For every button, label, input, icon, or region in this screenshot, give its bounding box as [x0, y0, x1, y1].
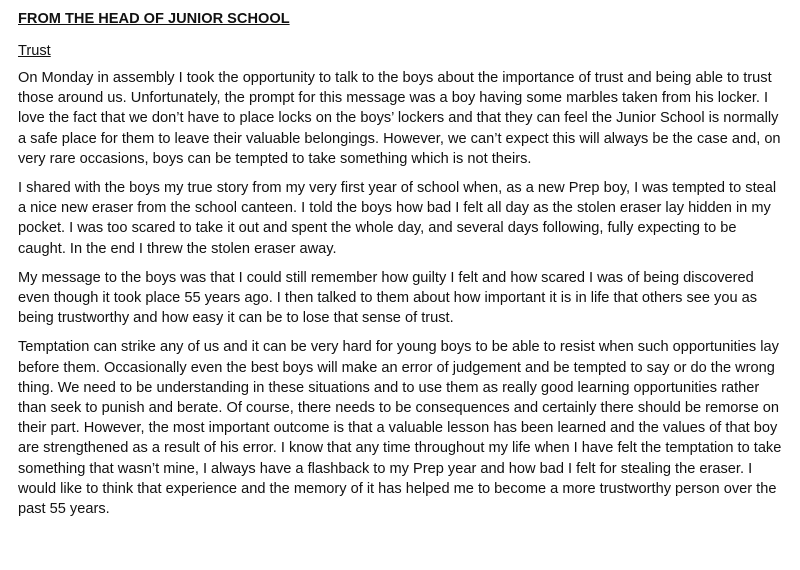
document	[18, 10, 788, 528]
paragraph-4: Temptation can strike any of us and it can be very hard for young boys to be able to resist when such opportunities lay before them. Occasionally even the best boys will make an error of judgement and be tempted to say or do the wrong thing. We need to be understanding in these situations and to use them as really good learning opportunities rather than seek to punish and berate. Of course, there needs to be consequences and certainly there should be remorse on their part. However, the most important outcome is that a valuable lesson has been learned and the values of that boy are strengthened as a result of his error. I know that any time throughout my life when I have felt the temptation to take something that wasn’t mine, I always have a flashback to my Prep year and how bad I felt for stealing the eraser. I would like to think that experience and the memory of it has helped me to become a more trustworthy person over the past 55 years.	[18, 339, 782, 518]
paragraph-3: My message to the boys was that I could still remember how guilty I felt and how scared I was of being discovered even though it took place 55 years ago. I then talked to them about how important it is in life that others see you as being trustworthy and how easy it can be to lose that sense of trust.	[18, 269, 758, 327]
paragraph-2: I shared with the boys my true story from my very first year of school when, as a new Prep boy, I was tempted to steal a nice new eraser from the school canteen. I told the boys how bad I felt all day as the stolen eraser lay hidden in my pocket. I was too scared to take it out and spent the whole day, and several days following, fully expecting to be caught. In the end I threw the stolen eraser away.	[18, 180, 777, 257]
section-title-trust: Trust	[18, 43, 51, 59]
paragraph-1: On Monday in assembly I took the opportunity to talk to the boys about the importance of trust and being able to trust those around us. Unfortunately, the prompt for this message was a boy having some marbles taken from his locker. I love the fact that we don’t have to place locks on the boys’ lockers and that they can feel the Junior School is normally a safe place for them to leave their valuable belongings. However, we can’t expect this will always be the case and, on very rare occasions, boys can be tempted to take something which is not theirs.	[18, 70, 781, 167]
document-heading: FROM THE HEAD OF JUNIOR SCHOOL	[18, 11, 290, 27]
